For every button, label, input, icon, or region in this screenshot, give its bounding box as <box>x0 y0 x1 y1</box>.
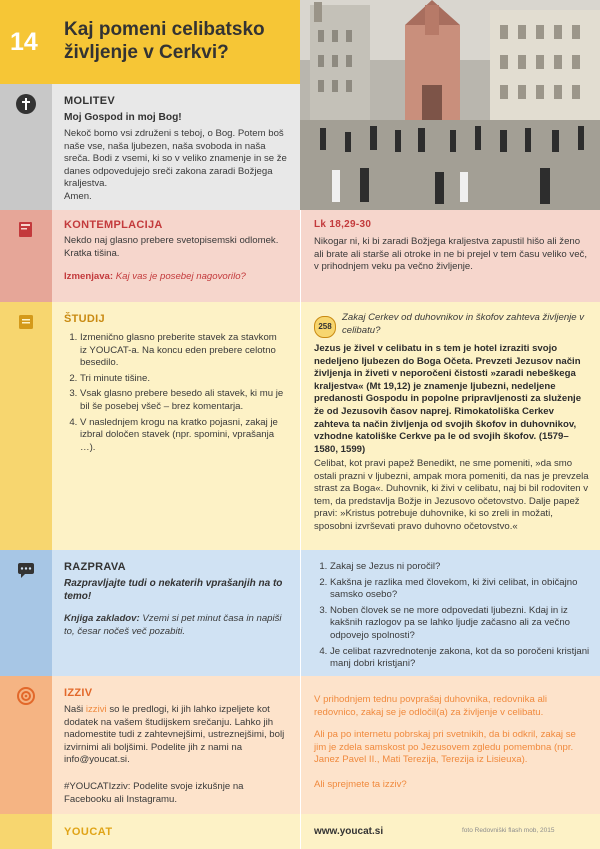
youcat-answer: Jezus je živel v celibatu in s tem je hotel izraziti svojo nedeljeno ljubezen do Boga Očeta. Prevzeti Jezusov način življenja in živeti v neporočeni čistosti »zaradi nebeškega kraljestva« (Mt 19,12) je znamenje ljubezni, nedeljene predanosti Gospodu in popolne pripravljenosti za služenje že od Jezusovih časov naprej. Rimokatoliška Cerkev zahteva ta način življenja od svojih škofov in duhovnikov, vzhodne katoliške Cerkve pa le od svojih škofov. (1579–1580, 1599) <box>314 343 582 455</box>
kontemplacija-heading: KONTEMPLACIJA <box>64 219 163 231</box>
title-line-2: življenje v Cerkvi? <box>64 42 229 63</box>
study-steps-list <box>64 332 286 454</box>
discussion-question: 4. Je celibat razvrednotenje zakona, kot da so poročeni kristjani manj dobri kristjani? <box>330 646 590 671</box>
youcat-question: Zakaj Cerkev od duhovnikov in škofov zahteva življenje v celibatu? <box>342 312 585 336</box>
razprava-prompt: Razpravljajte tudi o nekaterih vprašanjih na to temo! <box>64 578 283 602</box>
scripture-reference: Lk 18,29-30 <box>314 219 372 230</box>
target-icon <box>16 686 36 706</box>
photo-credit: foto Redovniški flash mob, 2015 <box>462 827 555 834</box>
divider-izziv <box>300 676 301 814</box>
study-step: 4. V naslednjem krogu na kratko pojasni, zakaj je izbral določen stavek (npr. spomini, vprašanja …). <box>80 417 286 455</box>
izziv-heading: IZZIV <box>64 687 93 699</box>
divider-razprava <box>300 550 301 676</box>
email-line <box>64 754 286 767</box>
challenge-1: V prihodnjem tednu povprašaj duhovnika, redovnika ali redovnico, zakaj se je odločil(a) za življenje v celibatu. <box>314 694 548 718</box>
flashmob-photo <box>300 0 600 210</box>
divider-footer <box>300 814 301 849</box>
scripture-quote: Nikogar ni, ki bi zaradi Božjega kraljestva zapustil hišo ali ženo ali brate ali starše ali otroke in ne bi prejel v tem času veliko več, v prihodnjem veku pa večno življenje. <box>314 236 588 273</box>
treasure-book <box>64 613 294 638</box>
email-link[interactable]: info@youcat.si <box>64 754 128 766</box>
youcat-comment: Celibat, kot pravi papež Benedikt, ne sme pomeniti, »da smo ostali prazni v ljubezni, ampak mora pomeniti, da nas je prevzela strast za Boga«. Duhovnik, ki živi v celibatu, naj bi bil rodoviten v tem, da predstavlja Božje in Jezusovo očetovstvo. Dalje papež pravi: »Kristus potrebuje duhovnike, ki so zreli in možati, sposobni izvrševati pravo duhovno očetovstvo.« <box>314 458 589 532</box>
intro-part-2: so le predlogi, ki jih lahko izpeljete kot dodatek na vašem študijskem srečanju. Lahko jih nadomestite tudi z zahtevnejšimi, ustreznejšimi, bolj izvirnimi ali boljšimi. Podelite jih z nami na <box>64 704 285 753</box>
challenge-2: Ali pa po internetu pobrskaj pri svetnikih, da bi odkril, zakaj se jim je zdela samskost po Jezusovem zgledu pomembna (npr. Janez Pavel II., Mati Terezija, Terezija iz Lisieuxa). <box>314 729 576 766</box>
studij-heading: ŠTUDIJ <box>64 313 105 325</box>
molitev-body: Nekoč bomo vsi združeni s teboj, o Bog. Potem boš naše vse, naša ljubezen, naša svoboda in naša sreča. Bodi z vsemi, ki so v veliko znamenje in se že danes odpovedujejo sreči zakona zaradi Božjega kraljestva. <box>64 128 287 190</box>
discussion-question: 2. Kakšna je razlika med človekom, ki živi celibat, in običajno samsko osebo? <box>330 577 590 602</box>
exchange-question: Kaj vas je posebej nagovorilo? <box>115 271 246 282</box>
discussion-question: 1. Zakaj se Jezus ni poročil? <box>330 561 590 574</box>
izziv-social: #YOUCATIzziv: Podelite svoje izkušnje na Facebooku ali Instagramu. <box>64 781 244 805</box>
footer-url[interactable]: www.youcat.si <box>314 826 384 837</box>
intro-izzivi: izzivi <box>85 704 107 715</box>
studij-sidebar <box>0 302 52 550</box>
treasure-label: Knjiga zakladov: <box>64 613 140 624</box>
study-step: 2. Tri minute tišine. <box>80 373 286 386</box>
razprava-questions <box>314 561 590 674</box>
study-step: 1. Izmenično glasno preberite stavek za stavkom iz YOUCAT-a. Na koncu eden prebere celotno besedilo. <box>80 332 286 370</box>
footer-sidebar <box>0 814 52 849</box>
speech-bubble-icon <box>16 560 36 580</box>
email-suffix: . <box>127 754 130 766</box>
studij-steps <box>64 332 286 457</box>
kontemplacija-question <box>64 271 296 284</box>
razprava-heading: RAZPRAVA <box>64 561 126 573</box>
challenge-3: Ali sprejmete ta izziv? <box>314 779 407 790</box>
divider-studij <box>300 302 301 550</box>
divider-kontemplacija <box>300 210 301 302</box>
molitev-subtitle: Moj Gospod in moj Bog! <box>64 112 182 123</box>
cross-icon <box>16 94 36 114</box>
book-icon <box>16 219 36 239</box>
treasure-text: Vzemi si pet minut časa in napiši to, česar nočeš več pozabiti. <box>64 613 282 637</box>
footer-brand: YOUCAT <box>64 826 113 838</box>
exchange-label: Izmenjava: <box>64 271 114 282</box>
page-title <box>64 18 296 64</box>
discussion-question: 3. Noben človek se ne more odpovedati ljubezni. Kdaj in iz kakšnih razlogov pa se lahko ljudje začasno ali za večno odpovejo spolnosti? <box>330 605 590 643</box>
kontemplacija-body: Nekdo naj glasno prebere svetopisemski odlomek. Kratka tišina. <box>64 235 279 259</box>
notebook-icon <box>16 312 36 332</box>
title-line-1: Kaj pomeni celibatsko <box>64 19 265 40</box>
molitev-amen: Amen. <box>64 191 92 202</box>
study-step: 3. Vsak glasno prebere besedo ali stavek, ki mu je bil še posebej všeč – brez komentarja. <box>80 388 286 413</box>
lesson-number: 14 <box>10 28 38 56</box>
youcat-number-badge: 258 <box>314 316 336 338</box>
izziv-intro <box>64 704 286 767</box>
intro-part-1: Naši <box>64 704 86 715</box>
molitev-heading: MOLITEV <box>64 95 115 107</box>
discussion-questions-list <box>314 561 590 671</box>
